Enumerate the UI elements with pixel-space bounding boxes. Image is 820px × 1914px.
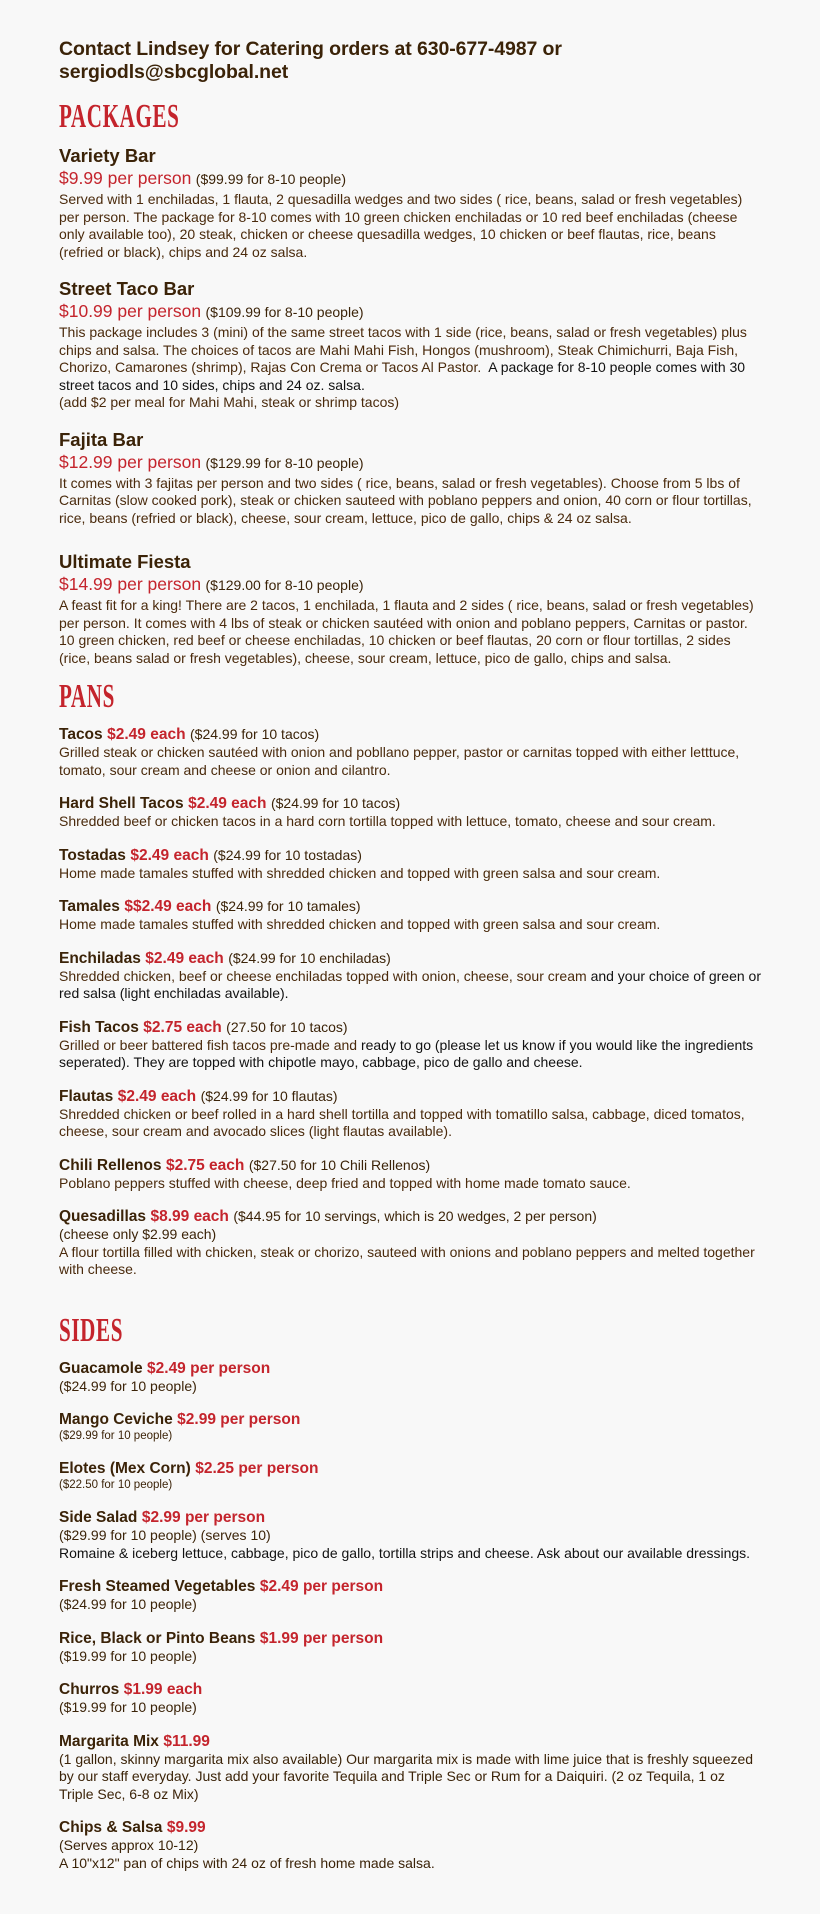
pan-price: $2.49 each (117, 1087, 197, 1105)
pan-item (59, 794, 762, 831)
pan-description: Shredded beef or chicken tacos in a hard corn tortilla topped with lettuce, tomato, cheese and sour cream. (59, 813, 716, 829)
package-price: $12.99 per person (59, 451, 202, 472)
pan-price: $2.75 each (165, 1156, 245, 1174)
package-group-price: ($109.99 for 8-10 people) (205, 304, 364, 320)
pan-price: $2.75 each (143, 1018, 222, 1036)
package-price: $14.99 per person (59, 574, 202, 594)
side-price: $9.99 (166, 1819, 206, 1836)
side-price: $1.99 per person (259, 1629, 384, 1647)
pan-name: Tacos (59, 726, 103, 743)
pan-name: Tamales (59, 898, 120, 915)
side-item (59, 1629, 762, 1666)
pan-description-note: ready to go (please let us know if you would like the ingredients seperated). They are topped with chipotle mayo, cabbage, pico de gallo and cheese. (59, 1036, 754, 1070)
package-group-price: ($99.99 for 8-10 people) (195, 171, 346, 187)
side-servings: (Serves approx 10-12) (59, 1837, 199, 1853)
pan-description (59, 968, 762, 1003)
side-description: Romaine & iceberg lettuce, cabbage, pico de gallo, tortilla strips and cheese. Ask about our available dressings. (59, 1544, 751, 1561)
pan-note: (cheese only $2.99 each) (59, 1226, 217, 1242)
pan-name: Flautas (59, 1087, 114, 1105)
package-addon: (add $2 per meal for Mahi Mahi, steak or shrimp tacos) (59, 394, 400, 410)
side-group-price: ($29.99 for 10 people) (serves 10) (59, 1527, 271, 1543)
side-name: Churros (59, 1681, 120, 1698)
side-price: $1.99 each (123, 1681, 203, 1698)
pan-description: Home made tamales stuffed with shredded chicken and topped with green salsa and sour cream. (59, 864, 661, 881)
package-name: Ultimate Fiesta (59, 551, 191, 572)
side-name: Elotes (Mex Corn) (59, 1460, 191, 1477)
pan-item (59, 1156, 762, 1193)
side-price: $2.99 per person (177, 1411, 301, 1428)
pan-description-text: Grilled or beer battered fish tacos pre-made and (59, 1036, 358, 1053)
side-price: $11.99 (163, 1732, 210, 1750)
pan-description-text: Shredded chicken, beef or cheese enchiladas topped with onion, cheese, sour cream (59, 967, 587, 984)
pan-description-note: and your choice of green or red salsa (light enchiladas available). (59, 967, 762, 1001)
pan-name: Quesadillas (59, 1208, 147, 1225)
side-group-price: ($19.99 for 10 people) (59, 1699, 197, 1715)
side-item (59, 1732, 762, 1804)
pan-name: Hard Shell Tacos (59, 795, 184, 812)
side-group-price: ($29.99 for 10 people) (59, 1430, 173, 1442)
package-description: Served with 1 enchiladas, 1 flauta, 2 quesadilla wedges and two sides ( rice, beans, salad or fresh vegetables) per person. The package for 8-10 comes with 10 green chicken enchiladas or 10 red beef enchiladas (cheese only available too), 20 steak, chicken or cheese quesadilla wedges, 10 chicken or beef flautas, rice, beans (refried or black), chips and 24 oz salsa. (59, 191, 743, 260)
pan-group-price: ($44.95 for 10 servings, which is 20 wedges, 2 per person) (233, 1208, 597, 1224)
sides-title: SIDES (59, 1311, 124, 1349)
side-item (59, 1818, 762, 1872)
pan-description: A flour tortilla filled with chicken, steak or chorizo, sauteed with onions and poblano peppers and melted together with cheese. (59, 1243, 755, 1277)
package-item (59, 278, 762, 412)
pan-description: Grilled steak or chicken sautéed with onion and pobllano pepper, pastor or carnitas topped with either letttuce, tomato, sour cream and cheese or onion and cilantro. (59, 744, 740, 778)
pan-item (59, 897, 762, 934)
pan-price: $2.49 each (107, 726, 186, 743)
side-group-price: ($19.99 for 10 people) (59, 1647, 197, 1664)
pan-group-price: ($24.99 for 10 flautas) (200, 1087, 338, 1104)
package-name: Fajita Bar (59, 428, 144, 450)
side-name: Chips & Salsa (59, 1819, 163, 1836)
side-item (59, 1577, 762, 1614)
pan-price: $2.49 each (188, 795, 267, 812)
package-description (59, 324, 762, 394)
side-item (59, 1680, 762, 1717)
package-name: Variety Bar (59, 145, 156, 166)
side-price: $2.25 per person (195, 1460, 319, 1477)
package-description-text: This package includes 3 (mini) of the same street tacos with 1 side (rice, beans, salad or fresh vegetables) plus chips and salsa. The choices of tacos are Mahi Mahi Fish, Hongos (mushroom), Steak Chimichurri, Baja Fish, Chorizo, Camarones (shrimp), Rajas Con Crema or Tacos Al Pastor. (59, 324, 747, 375)
side-name: Margarita Mix (59, 1732, 159, 1750)
packages-title: PACKAGES (59, 98, 180, 135)
pan-group-price: ($27.50 for 10 Chili Rellenos) (248, 1156, 431, 1173)
pan-group-price: ($24.99 for 10 tacos) (190, 726, 320, 742)
pan-name: Chili Rellenos (59, 1156, 162, 1174)
side-name: Fresh Steamed Vegetables (59, 1578, 256, 1595)
contact-line: Contact Lindsey for Catering orders at 630-677-4987 or sergiodls@sbcglobal.net (59, 38, 562, 83)
package-item (59, 551, 762, 667)
side-name: Guacamole (59, 1359, 143, 1377)
pan-name: Enchiladas (59, 949, 141, 967)
packages-section (59, 99, 762, 667)
pan-item (59, 725, 762, 779)
pan-name: Fish Tacos (59, 1018, 139, 1036)
pan-item (59, 846, 762, 883)
pan-group-price: ($24.99 for 10 tamales) (215, 898, 361, 914)
side-item (59, 1410, 762, 1444)
package-name: Street Taco Bar (59, 278, 195, 299)
package-group-price: ($129.99 for 8-10 people) (205, 454, 364, 471)
pan-group-price: ($24.99 for 10 tacos) (270, 795, 401, 811)
package-price: $10.99 per person (59, 301, 202, 321)
side-name: Mango Ceviche (59, 1411, 173, 1428)
side-price: $2.99 per person (141, 1509, 266, 1526)
sides-section (59, 1313, 762, 1873)
pan-description (59, 1037, 762, 1072)
pan-item (59, 1087, 762, 1141)
side-name: Side Salad (59, 1509, 138, 1526)
pan-price: $$2.49 each (124, 898, 212, 915)
pan-name: Tostadas (59, 846, 126, 864)
side-description: A 10"x12" pan of chips with 24 oz of fresh home made salsa. (59, 1854, 435, 1871)
pan-price: $2.49 each (130, 846, 209, 864)
package-description: It comes with 3 fajitas per person and two sides ( rice, beans, salad or fresh vegetables). Choose from 5 lbs of Carnitas (slow cooked pork), steak or chicken sauteed with poblano peppers and onion, 40 corn or flour tortillas, rice, beans (refried or black), cheese, sour cream, lettuce, pico de gallo, chips & 24 oz salsa. (59, 474, 752, 526)
pan-group-price: ($24.99 for 10 enchiladas) (228, 949, 391, 966)
pan-group-price: ($24.99 for 10 tostadas) (213, 846, 362, 863)
pan-item (59, 1207, 762, 1279)
pan-price: $2.49 each (145, 949, 224, 967)
side-price: $2.49 per person (147, 1359, 271, 1377)
pan-group-price: (27.50 for 10 tacos) (226, 1018, 348, 1035)
pan-description: Poblano peppers stuffed with cheese, deep fried and topped with home made tomato sauce. (59, 1174, 631, 1191)
side-group-price: ($24.99 for 10 people) (59, 1596, 197, 1612)
side-price: $2.49 per person (259, 1578, 384, 1595)
package-item (59, 429, 762, 528)
package-item (59, 145, 762, 261)
pan-item (59, 1018, 762, 1072)
side-item (59, 1359, 762, 1396)
pan-item (59, 949, 762, 1003)
package-description: A feast fit for a king! There are 2 tacos, 1 enchilada, 1 flauta and 2 sides ( rice, beans, salad or fresh vegetables) per person. It comes with 4 lbs of steak or chicken sautéed with onion and poblano peppers, Carnitas or pastor. 10 green chicken, red beef or cheese enchiladas, 10 chicken or beef flautas, 20 corn or flour tortillas, 2 sides (rice, beans salad or fresh vegetables), cheese, sour cream, lettuce, pico de gallo, chips and salsa. (59, 597, 754, 666)
package-description-note: A package for 8-10 people comes with 30 street tacos and 10 sides, chips and 24 oz. salsa. (59, 359, 746, 393)
side-item (59, 1459, 762, 1493)
package-group-price: ($129.00 for 8-10 people) (205, 577, 364, 593)
side-item (59, 1508, 762, 1562)
pan-price: $8.99 each (150, 1208, 229, 1225)
side-name: Rice, Black or Pinto Beans (59, 1629, 256, 1647)
pan-description: Shredded chicken or beef rolled in a hard shell tortilla and topped with tomatillo salsa, cabbage, diced tomatos, cheese, sour cream and avocado slices (light flautas available). (59, 1105, 745, 1139)
pans-section (59, 679, 762, 1279)
side-description: (1 gallon, skinny margarita mix also available) Our margarita mix is made with lime juice that is freshly squeezed by our staff everyday. Just add your favorite Tequila and Triple Sec or Rum for a Daiquiri. (2 oz Tequila, 1 oz Triple Sec, 6-8 oz Mix) (59, 1750, 754, 1802)
side-group-price: ($24.99 for 10 people) (59, 1377, 197, 1394)
package-price: $9.99 per person (59, 168, 192, 188)
pans-title: PANS (59, 678, 115, 715)
pan-description: Home made tamales stuffed with shredded chicken and topped with green salsa and sour cream. (59, 916, 661, 932)
side-group-price: ($22.50 for 10 people) (59, 1479, 173, 1491)
